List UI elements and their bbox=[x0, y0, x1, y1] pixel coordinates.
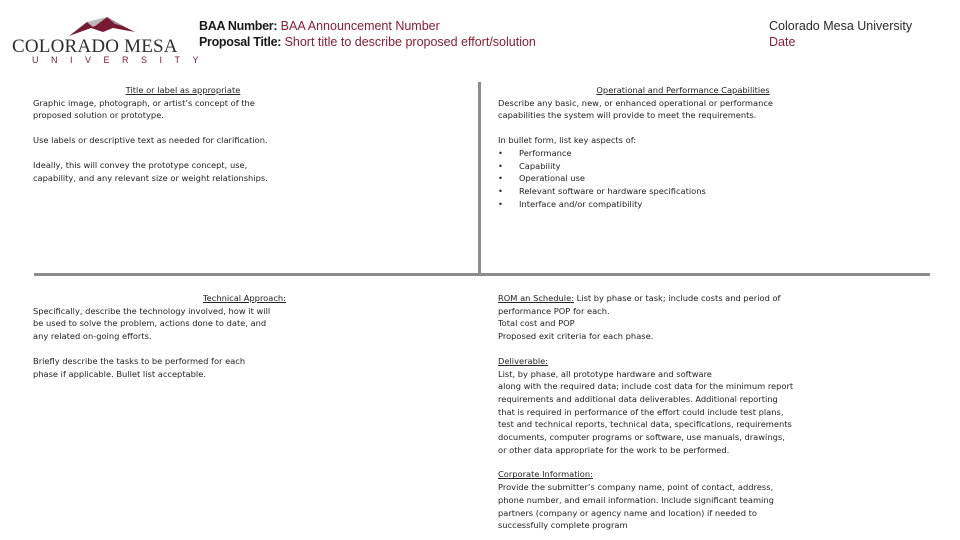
logo-wordmark: COLORADO MESA bbox=[12, 36, 178, 57]
org-block bbox=[769, 18, 912, 50]
proposal-title-label: Proposal Title: bbox=[199, 35, 282, 49]
corporate-info-line: Provide the submitter’s company name, point of contact, address, bbox=[498, 482, 774, 493]
quadrant-top-right bbox=[498, 84, 838, 210]
deliverable-line: or other data appropriate for the work to be performed. bbox=[498, 444, 730, 455]
quadrant-bottom-left bbox=[33, 292, 373, 380]
q1-title: Title or label as appropriate bbox=[125, 85, 241, 95]
quadrant-bottom-right bbox=[498, 292, 858, 532]
list-item: • Performance bbox=[498, 147, 838, 160]
list-item: • Capability bbox=[498, 160, 838, 173]
deliverable-line: documents, computer programs or software, use manuals, drawings, bbox=[498, 432, 785, 443]
q2-line: In bullet form, list key aspects of: bbox=[498, 135, 637, 146]
logo-subtitle: UNIVERSITY bbox=[32, 55, 212, 65]
baa-number-line bbox=[199, 18, 536, 34]
mountain-icon bbox=[67, 14, 137, 38]
corporate-info-title: Corporate Information: bbox=[498, 469, 593, 480]
deliverable-line: requirements and additional data deliverables. Additional reporting bbox=[498, 393, 778, 404]
q3-line: Specifically, describe the technology involved, how it will bbox=[33, 305, 271, 316]
rom-title: ROM an Schedule: bbox=[498, 293, 574, 303]
q3-line: phase if applicable. Bullet list acceptable. bbox=[33, 368, 206, 379]
q3-line: any related on-going efforts. bbox=[33, 331, 152, 342]
deliverable-line: test and technical reports, technical data, specifications, requirements bbox=[498, 419, 792, 430]
header-fields bbox=[199, 18, 536, 50]
date-field: Date bbox=[769, 35, 796, 49]
q2-line: Describe any basic, new, or enhanced operational or performance bbox=[498, 97, 774, 108]
q1-line: Use labels or descriptive text as needed for clarification. bbox=[33, 135, 268, 146]
corporate-info-line: partners (company or agency name and location) if needed to bbox=[498, 507, 757, 518]
horizontal-divider bbox=[34, 273, 930, 276]
q3-line: be used to solve the problem, actions done to date, and bbox=[33, 318, 267, 329]
rom-line: Proposed exit criteria for each phase. bbox=[498, 331, 654, 342]
q1-line: proposed solution or prototype. bbox=[33, 110, 164, 121]
rom-line: Total cost and POP bbox=[498, 318, 575, 329]
q3-line: Briefly describe the tasks to be performed for each bbox=[33, 355, 246, 366]
proposal-title-value: Short title to describe proposed effort/solution bbox=[281, 35, 536, 49]
corporate-info-line: successfully complete program bbox=[498, 520, 628, 531]
vertical-divider bbox=[478, 82, 481, 275]
cmu-logo bbox=[12, 14, 212, 66]
rom-line: performance POP for each. bbox=[498, 305, 610, 316]
q1-line: Graphic image, photograph, or artist’s concept of the bbox=[33, 97, 255, 108]
q3-title: Technical Approach: bbox=[203, 293, 286, 303]
quadrant-top-left bbox=[33, 84, 333, 184]
q2-title: Operational and Performance Capabilities bbox=[596, 85, 770, 95]
q1-line: Ideally, this will convey the prototype concept, use, bbox=[33, 159, 248, 170]
deliverable-title: Deliverable: bbox=[498, 355, 549, 366]
corporate-info-line: phone number, and email information. Include significant teaming bbox=[498, 494, 774, 505]
list-item: • Relevant software or hardware specifications bbox=[498, 185, 838, 198]
deliverable-line: along with the required data; include cost data for the minimum report bbox=[498, 381, 794, 392]
deliverable-line: List, by phase, all prototype hardware and software bbox=[498, 368, 712, 379]
proposal-title-line bbox=[199, 34, 536, 50]
list-item: • Operational use bbox=[498, 172, 838, 185]
rom-first-line bbox=[498, 292, 858, 305]
baa-number-value: BAA Announcement Number bbox=[277, 19, 440, 33]
q1-line: capability, and any relevant size or weight relationships. bbox=[33, 172, 268, 183]
q2-bullet-list bbox=[498, 147, 838, 211]
list-item: • Interface and/or compatibility bbox=[498, 198, 838, 211]
org-name: Colorado Mesa University bbox=[769, 19, 913, 33]
rom-line: List by phase or task; include costs and period of bbox=[574, 293, 781, 303]
q2-line: capabilities the system will provide to meet the requirements. bbox=[498, 110, 757, 121]
baa-number-label: BAA Number: bbox=[199, 19, 278, 33]
deliverable-line: that is required in performance of the effort could include test plans, bbox=[498, 406, 784, 417]
